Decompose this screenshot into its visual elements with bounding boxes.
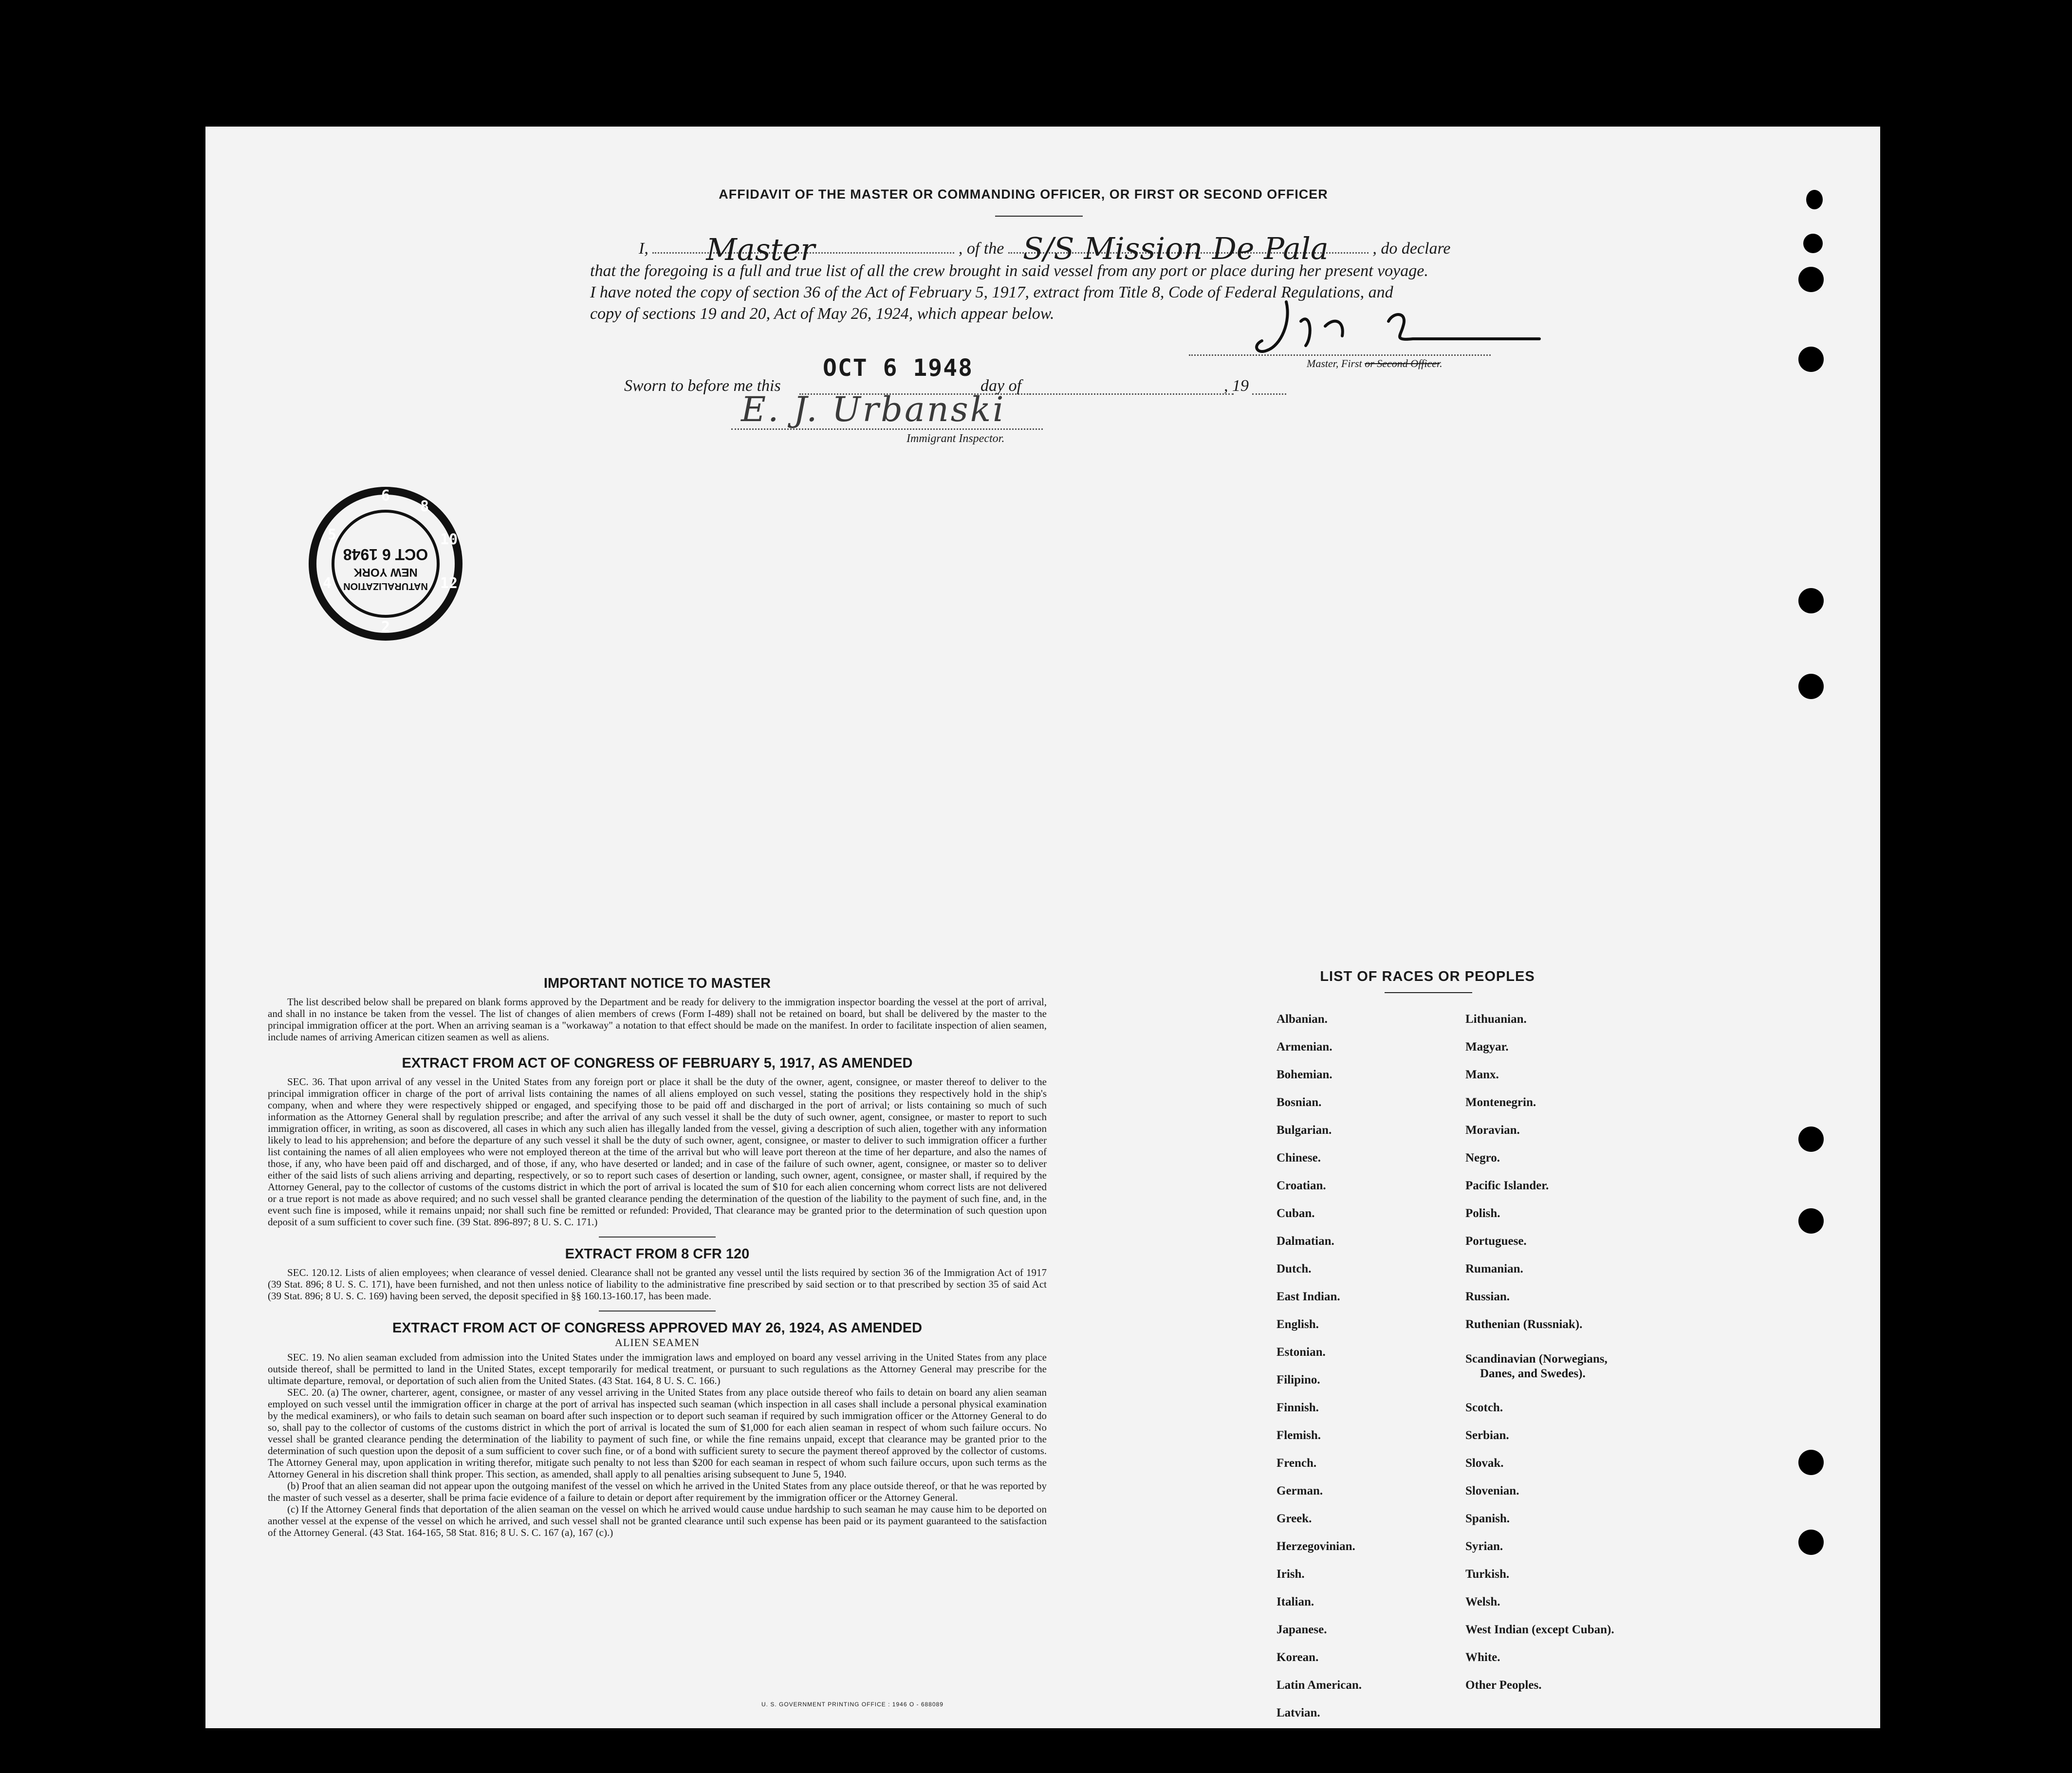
extract-1924-subtitle: ALIEN SEAMEN — [615, 1336, 700, 1348]
race-item: Magyar. — [1465, 1040, 1509, 1053]
punch-hole — [1798, 674, 1824, 699]
punch-hole — [1798, 1530, 1824, 1555]
race-item: Scandinavian (Norwegians, — [1465, 1352, 1608, 1366]
race-item: Serbian. — [1465, 1429, 1509, 1442]
seal-text-line: NEW YORK — [353, 566, 418, 579]
races-title-underline — [1385, 992, 1472, 993]
race-item: Dutch. — [1276, 1262, 1312, 1275]
race-item: Slovenian. — [1465, 1484, 1519, 1497]
seal-ring-number: 6 — [381, 487, 390, 504]
race-item: Finnish. — [1276, 1401, 1319, 1414]
race-item: Bulgarian. — [1276, 1124, 1332, 1137]
race-item: Cuban. — [1276, 1207, 1315, 1220]
punch-hole — [1803, 234, 1823, 253]
punch-hole — [1806, 190, 1823, 209]
affidavit-line1 — [639, 231, 1710, 267]
race-item: Spanish. — [1465, 1512, 1510, 1525]
race-item: Welsh. — [1465, 1595, 1500, 1608]
inspector-signature: E. J. Urbanski — [741, 389, 1006, 429]
race-item: Syrian. — [1465, 1540, 1503, 1553]
extract-1924-paragraph: SEC. 19. No alien seaman excluded from admission into the United States under the immigration laws and employed on board any vessel arriving in the United States from any place outside thereof, shall be permitted to land in the United States, except temporarily for medical treatment, or pursuant to such regulations as the Attorney General may prescribe for the ultimate departure, removal, or deportation of such alien from the United States. (43 Stat. 164, 8 U. S. C. 166.) — [268, 1351, 1047, 1386]
printing-office-footer: U. S. GOVERNMENT PRINTING OFFICE : 1946 O - 688089 — [761, 1701, 944, 1708]
race-item: Greek. — [1276, 1512, 1312, 1525]
seal-ring-number: 12 — [440, 575, 458, 592]
race-item: Italian. — [1276, 1595, 1314, 1608]
race-item: Danes, and Swedes). — [1480, 1367, 1586, 1380]
year-label: , 19 — [1224, 377, 1249, 395]
race-item: Turkish. — [1465, 1568, 1510, 1581]
seal-ring-number: 4 — [322, 575, 332, 592]
seal-ring-number: 8 — [420, 498, 429, 515]
affidavit-line3: I have noted the copy of section 36 of the Act of February 5, 1917, extract from Title 8, Code of Federal Regulations, and — [590, 283, 1393, 301]
signature-caption: Master, First or Second Officer. — [1307, 357, 1443, 369]
race-item: Korean. — [1276, 1651, 1319, 1664]
race-item: White. — [1465, 1651, 1500, 1664]
race-item: Moravian. — [1465, 1124, 1520, 1137]
vessel-name-field — [1008, 231, 1369, 266]
seal-ring-number: 5 — [327, 526, 337, 543]
vessel-name-handwriting: S/S Mission De Pala — [1022, 231, 1329, 266]
race-item: Croatian. — [1276, 1179, 1326, 1192]
inspector-caption: Immigrant Inspector. — [906, 432, 1005, 445]
month-dotted — [1029, 393, 1234, 395]
extract-1924-title: EXTRACT FROM ACT OF CONGRESS APPROVED MAY 26, 1924, AS AMENDED — [392, 1320, 923, 1336]
document-page — [205, 127, 1880, 1728]
race-item: Bosnian. — [1276, 1096, 1322, 1109]
extract-cfr-text: SEC. 120.12. Lists of alien employees; when clearance of vessel denied. Clearance shall not be granted any vessel until the lists required by section 36 of the Immigration Act of 1917 (39 Stat. 896; 8 U. S. C. 171), have been furnished, and not then unless notice of liability to the administrative fine prescribed by said section or to that prescribed by section 35 of said Act (39 Stat. 896; 8 U. S. C. 169) having been served, the deposit specified in §§ 160.13-160.17, has been made. — [268, 1267, 1047, 1302]
officer-name-field — [652, 232, 954, 267]
punch-hole — [1798, 1208, 1824, 1234]
seal-ring-number: 2 — [381, 619, 390, 636]
sworn-date-stamp: OCT 6 1948 — [823, 354, 973, 382]
race-item: German. — [1276, 1484, 1323, 1497]
race-item: Latvian. — [1276, 1706, 1320, 1719]
race-item: Scotch. — [1465, 1401, 1503, 1414]
race-item: East Indian. — [1276, 1290, 1340, 1303]
race-item: Armenian. — [1276, 1040, 1332, 1053]
punch-hole — [1798, 1127, 1824, 1152]
signature-dotted-line — [1189, 354, 1491, 356]
year-dotted — [1252, 393, 1286, 395]
race-item: Chinese. — [1276, 1151, 1321, 1164]
race-item: Bohemian. — [1276, 1068, 1332, 1081]
extract-cfr-title: EXTRACT FROM 8 CFR 120 — [565, 1246, 750, 1262]
notice-title: IMPORTANT NOTICE TO MASTER — [543, 976, 771, 991]
race-item: Filipino. — [1276, 1373, 1320, 1386]
race-item: Russian. — [1465, 1290, 1510, 1303]
legal-column — [268, 978, 1047, 1538]
affidavit-line4: copy of sections 19 and 20, Act of May 26, 1924, which appear below. — [590, 305, 1054, 323]
naturalization-seal — [303, 481, 468, 646]
race-item: Negro. — [1465, 1151, 1500, 1164]
of-the-label: , of the — [958, 240, 1004, 258]
race-item: English. — [1276, 1318, 1319, 1331]
extract-1924-paragraph: (b) Proof that an alien seaman did not appear upon the outgoing manifest of the vessel on which he arrived in the United States from any place outside thereof, or that he was reported by the master of such vessel as a deserter, shall be prima facie evidence of a failure to detain or deport after requirement by the immigration officer or the Attorney General. — [268, 1480, 1047, 1503]
title-underline — [995, 216, 1083, 217]
race-item: Japanese. — [1276, 1623, 1327, 1636]
race-item: Slovak. — [1465, 1457, 1504, 1470]
race-item: Herzegovinian. — [1276, 1540, 1355, 1553]
officer-name-handwriting: Master — [706, 232, 815, 267]
race-item: Latin American. — [1276, 1679, 1362, 1692]
race-item: Albanian. — [1276, 1013, 1328, 1026]
race-item: Ruthenian (Russniak). — [1465, 1318, 1583, 1331]
do-declare-label: , do declare — [1372, 240, 1451, 258]
notice-text: The list described below shall be prepared on blank forms approved by the Department and be ready for delivery to the immigration inspector boarding the vessel at the port of arrival, and shall in no instance be taken from the vessel. The list of changes of alien members of crews (Form I-489) shall not be retained on board, but shall be delivered by the master to the principal immigration officer at the port. When an arriving seaman is a "workaway" a notation to that effect should be made on the manifest. In order to facilitate inspection of alien seamen, include names of arriving American citizen seamen as well as aliens. — [268, 996, 1047, 1043]
race-item: Flemish. — [1276, 1429, 1321, 1442]
extract-1917-title: EXTRACT FROM ACT OF CONGRESS OF FEBRUARY 5, 1917, AS AMENDED — [402, 1055, 913, 1071]
seal-text-line: NATURALIZATION — [343, 581, 428, 591]
punch-hole — [1798, 267, 1824, 292]
races-title: LIST OF RACES OR PEOPLES — [1320, 969, 1535, 984]
sworn-label: Sworn to before me this — [624, 377, 781, 395]
race-item: West Indian (except Cuban). — [1465, 1623, 1614, 1636]
inspector-dotted — [731, 428, 1043, 430]
day-of-label: day of — [980, 377, 1022, 395]
seal-ring-number: 10 — [440, 531, 458, 548]
extract-1924-paragraph: SEC. 20. (a) The owner, charterer, agent, consignee, or master of any vessel arriving in the United States from any place outside thereof who fails to detain on board any alien seaman employed on such vessel until the immigration officer in charge at the port of arrival has inspected such seaman (which inspection in all cases shall include a personal physical examination by the medical examiners), or who fails to detain such seaman on board after such inspection or to deport such seaman if required by such immigration officer or the Attorney General to do so, shall pay to the collector of customs of the customs district in which the port of arrival is located the sum of $1,000 for each alien seaman in respect of whom such failure occurs. No vessel shall be granted clearance pending the determination of the liability to payment of such fine, or while the fine remains unpaid, except that clearance may be granted prior to the determination of such question upon the deposit of a sum sufficient to cover such fine, or of a bond with sufficient surety to secure the payment thereof approved by the collector of customs. The Attorney General may, upon application in writing therefor, mitigate such penalty to not less than $200 for each seaman in respect of whom such failure occurs, upon such terms as the Attorney General in his discretion shall think proper. This section, as amended, shall apply to all penalties arising subsequent to June 5, 1940. — [268, 1386, 1047, 1480]
extract-1924-paragraph: (c) If the Attorney General finds that deportation of the alien seaman on the vessel on which he arrived would cause undue hardship to such seaman he may cause him to be deported on another vessel at the expense of the vessel on which he arrived, and such vessel shall not be granted clearance until such expense has been paid or its payment guaranteed to the satisfaction of the Attorney General. (43 Stat. 164-165, 58 Stat. 816; 8 U. S. C. 167 (a), 167 (c).) — [268, 1503, 1047, 1538]
punch-hole — [1798, 588, 1824, 613]
punch-hole — [1798, 347, 1824, 372]
seal-text-line: OCT 6 1948 — [343, 546, 428, 563]
race-item: Irish. — [1276, 1568, 1305, 1581]
race-item: Lithuanian. — [1465, 1013, 1527, 1026]
race-item: Montenegrin. — [1465, 1096, 1536, 1109]
race-item: French. — [1276, 1457, 1317, 1470]
punch-hole — [1798, 1450, 1824, 1475]
race-item: Other Peoples. — [1465, 1679, 1542, 1692]
i-label: I, — [639, 240, 648, 258]
race-item: Pacific Islander. — [1465, 1179, 1549, 1192]
affidavit-title: AFFIDAVIT OF THE MASTER OR COMMANDING OFFICER, OR FIRST OR SECOND OFFICER — [719, 187, 1328, 202]
affidavit-line2: that the foregoing is a full and true list of all the crew brought in said vessel from any port or place during her present voyage. — [590, 262, 1428, 280]
races-column-1 — [1276, 1013, 1362, 1734]
race-item: Dalmatian. — [1276, 1235, 1334, 1248]
race-item: Portuguese. — [1465, 1235, 1527, 1248]
extract-1917-text: SEC. 36. That upon arrival of any vessel in the United States from any foreign port or place it shall be the duty of the owner, agent, consignee, or master thereof to deliver to the principal immigration officer in charge of the port of arrival lists containing the names of all aliens employed on such vessel, stating the positions they respectively hold in the ship's company, when and where they were respectively shipped or engaged, and specifying those to be paid off and discharged in the port of arrival; or lists containing so much of such information as the Attorney General shall by regulation prescribe; and after the arrival of any such vessel it shall be the duty of such owner, agent, consignee, or master to report to such immigration officer, in writing, as soon as discovered, all cases in which any such alien has illegally landed from the vessel, giving a description of such alien, together with any information likely to lead to his apprehension; and before the departure of any such vessel it shall be the duty of such owner, agent, consignee, or master to deliver to such immigration officer a further list containing the names of all alien employees who were not employed thereon at the time of the arrival but who will leave port thereon at the time of her departure, and also the names of those, if any, who have been paid off and discharged, and of those, if any, who have deserted or landed; and in case of the failure of such owner, agent, consignee, or master so to deliver either of the said lists of such aliens arriving and departing, respectively, or so to report such cases of desertion or landing, such owner, agent, consignee, or master shall, if required by the Attorney General, pay to the collector of customs of the customs district in which the port of arrival is located the sum of $10 for each alien concerning whom correct lists are not delivered or a true report is not made as above required; and no such vessel shall be granted clearance pending the determination of the question of the liability to the payment of such fine, and, in the event such fine is imposed, while it remains unpaid; nor shall such fine be remitted or refunded: Provided, That clearance may be granted prior to the determination of such question upon deposit of a sum sufficient to cover such fine. (39 Stat. 896-897; 8 U. S. C. 171.) — [268, 1076, 1047, 1228]
races-column-2 — [1465, 1013, 1614, 1706]
race-item: Rumanian. — [1465, 1262, 1523, 1275]
race-item: Polish. — [1465, 1207, 1500, 1220]
race-item: Estonian. — [1276, 1346, 1326, 1359]
race-item: Manx. — [1465, 1068, 1499, 1081]
